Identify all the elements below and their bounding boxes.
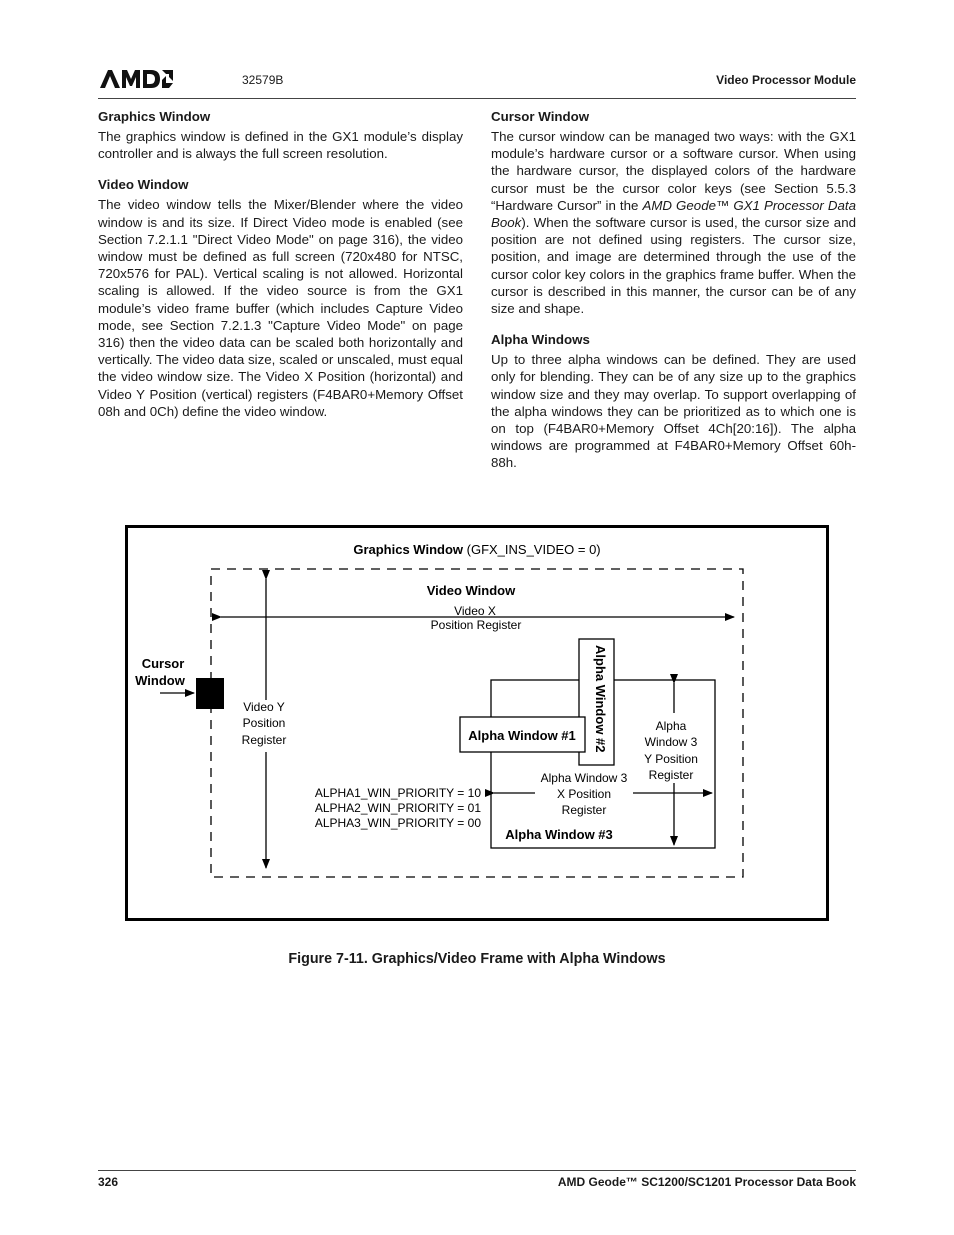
video-y-label-3: Register: [241, 733, 287, 747]
cursor-window-heading: Cursor Window: [491, 109, 590, 124]
video-x-label-2: Position Register: [430, 618, 522, 632]
alpha3-x-label-2: X Position: [556, 787, 612, 801]
graphics-window-heading: Graphics Window: [98, 109, 211, 124]
cursor-window-text: [491, 128, 856, 317]
graphics-window-text: The graphics window is defined in the GX1 module’s display controller and is always the full screen resolution.: [98, 129, 463, 162]
figure-caption: Figure 7-11. Graphics/Video Frame with Alpha Windows: [288, 951, 666, 967]
alpha3-y-label-1: Alpha: [655, 719, 687, 733]
document-number: 32579B: [242, 73, 284, 87]
alpha3-y-label-2: Window 3: [644, 735, 698, 749]
video-y-label-1: Video Y: [243, 700, 285, 714]
alpha-window-2-label: Alpha Window #2: [593, 645, 608, 753]
cursor-window-label-1: Cursor: [141, 656, 185, 671]
cursor-window-label-2: Window: [135, 673, 185, 688]
cursor-window-block: [196, 678, 224, 709]
video-window-heading: Video Window: [98, 177, 189, 193]
alpha1-priority: ALPHA1_WIN_PRIORITY = 10: [314, 786, 481, 800]
alpha2-priority: ALPHA2_WIN_PRIORITY = 01: [314, 801, 481, 815]
module-title: Video Processor Module: [716, 73, 856, 87]
cursor-text-part1: The cursor window can be managed two ways: with the GX1 module’s hardware cursor or a software cursor. When using the hardware cursor, the displayed colors of the hardware cursor must be the cursor color keys (see Section 5.5.3 “Hardware Cursor” in the: [491, 129, 856, 213]
cursor-text-part2: ). When the software cursor is used, the cursor size and position are not defined using registers. The cursor size, position, and image are determined through the use of the cursor color key colors in the graphics frame buffer. When the cursor is described in this manner, the cursor can be of any size and shape.: [491, 215, 856, 317]
left-column: [98, 108, 463, 434]
video-x-label-1: Video X: [454, 604, 496, 618]
amd-logo: [98, 68, 174, 90]
alpha3-x-label-3: Register: [561, 803, 607, 817]
alpha-window-3-label: Alpha Window #3: [505, 827, 613, 842]
video-y-label-2: Position: [242, 716, 286, 730]
book-title: AMD Geode™ SC1200/SC1201 Processor Data Book: [557, 1175, 856, 1189]
page-number: 326: [98, 1175, 119, 1189]
alpha3-y-label-3: Y Position: [644, 752, 698, 766]
footer-rule: [98, 1170, 856, 1171]
alpha-windows-heading: Alpha Windows: [491, 332, 590, 348]
alpha3-y-label-4: Register: [648, 768, 694, 782]
header-rule: [98, 98, 856, 99]
graphics-window-label: Graphics Window (GFX_INS_VIDEO = 0): [353, 542, 601, 557]
right-column: [491, 108, 856, 486]
alpha-windows-text: Up to three alpha windows can be defined. They are used only for blending. They can be of any size up to the graphics window size and they may overlap. To support overlapping of the alpha windows they can be prioritized as to which one is on top (F4BAR0+Memory Offset 4Ch[20:16]). The alpha windows are programmed at F4BAR0+Memory Offset 60h-88h.: [491, 352, 856, 471]
cursor-book-reference: AMD Geode™ GX1 Processor Data Book: [491, 197, 856, 231]
alpha3-x-label-1: Alpha Window 3: [540, 771, 628, 785]
video-window-text: The video window tells the Mixer/Blender where the video window is and its size. If Direct Video mode is enabled (see Section 7.2.1.1 "Direct Video Mode" on page 316), the video window must be defined as full screen (720x480 for NTSC, 720x576 for PAL). Vertical scaling is not allowed. Horizontal scaling is allowed. If the video source is from the GX1 module’s video frame buffer (which includes Capture Video mode, see Section 7.2.1.3 "Capture Video Mode" on page 316) then the video data can be scaled both horizontally and vertically. The video data size, scaled or unscaled, must equal the video window size. The Video X Position (horizontal) and Video Y Position (vertical) registers (F4BAR0+Memory Offset 08h and 0Ch) define the video window.: [98, 197, 463, 419]
alpha-window-1-label: Alpha Window #1: [468, 728, 576, 743]
video-window-label: Video Window: [426, 583, 516, 598]
graphics-video-frame-figure: [125, 525, 829, 921]
alpha3-priority: ALPHA3_WIN_PRIORITY = 00: [314, 816, 481, 830]
